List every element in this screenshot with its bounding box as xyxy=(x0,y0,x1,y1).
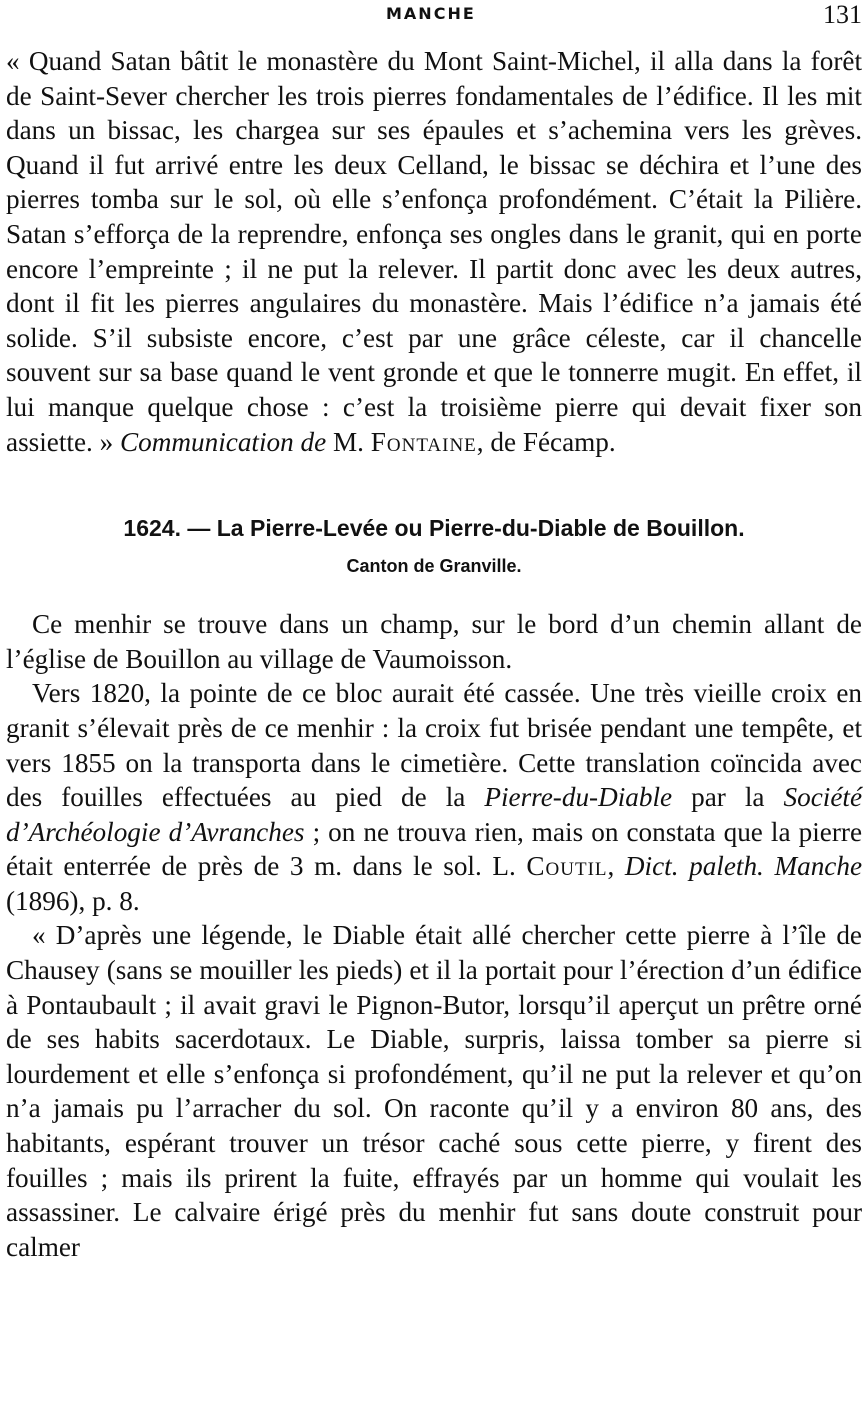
history-text-c: ; on ne trouva rien, mais on constata que la pierre était enterrée de près de 3 m. dans le sol. L. xyxy=(6,816,863,882)
history-text-e: (1896), p. 8. xyxy=(6,885,140,916)
section-heading: 1624. — La Pierre-Levée ou Pierre-du-Diable de Bouillon. xyxy=(123,515,745,542)
paragraph-history xyxy=(6,676,862,918)
quote-paragraph xyxy=(6,44,862,459)
history-text-d: , xyxy=(607,851,615,882)
quote-text: « Quand Satan bâtit le monastère du Mont Saint-Michel, il alla dans la forêt de Saint-Sever chercher les trois pierres fondamentales de l’édifice. Il les mit dans un bissac, les chargea sur ses épaules et s’achemina vers les grèves. Quand il fut arrivé entre les deux Celland, le bissac se déchira et l’une des pierres tomba sur le sol, où elle s’enfonça profondément. C’était la Pilière. Satan s’efforça de la reprendre, enfonça ses ongles dans le granit, qui en porte encore l’empreinte ; il ne put la relever. Il partit donc avec les deux autres, dont il fit les pierres angulaires du monastère. Mais l’édifice n’a jamais été solide. S’il subsiste encore, c’est par une grâce céleste, car il chancelle souvent sur sa base quand le vent gronde et que le tonnerre mugit. En effet, il lui manque quelque chose : c’est la troisième pierre qui devait fixer son assiette. » xyxy=(6,46,862,457)
page-body xyxy=(6,44,862,1264)
section-spacer xyxy=(6,459,862,513)
source-author: Fontaine xyxy=(370,426,477,457)
history-text-a: Vers 1820, la pointe de ce bloc aurait été cassée. Une très vieille croix en granit s’élevait près de ce menhir : la croix fut brisée pendant une tempête, et vers 1855 on la transporta dans le cimetière. Cette translation coïncida avec des fouilles effectuées au pied de la xyxy=(6,678,862,813)
paragraph-legend: « D’après une légende, le Diable était allé chercher cette pierre à l’île de Chausey (sans se mouiller les pieds) et il la portait pour l’érection d’un édifice à Pontaubault ; il avait gravi le Pignon-Butor, lorsqu’il aperçut un prêtre orné de ses habits sacerdotaux. Le Diable, surpris, laissa tomber sa pierre si lourdement et elle s’enfonça si profondément, qu’il ne put la relever et qu’on n’a jamais pu l’arracher du sol. On raconte qu’il y a environ 80 ans, des habitants, espérant trouver un trésor caché sous cette pierre, y firent des fouilles ; mais ils prirent la fuite, effrayés par un homme qui voulait les assassiner. Le calvaire érigé près du menhir fut sans doute construit pour calmer xyxy=(6,920,862,1262)
source-label: Communication de xyxy=(120,426,327,457)
heading-spacer xyxy=(6,579,862,607)
page-number: 131 xyxy=(823,0,862,29)
page-header xyxy=(0,2,868,28)
italic-pierre-du-diable: Pierre-du-Diable xyxy=(484,782,673,813)
author-coutil: Coutil xyxy=(526,851,608,882)
source-author-prefix: M. xyxy=(332,426,364,457)
italic-societe: Société d’Archéologie d’Avranches xyxy=(6,782,863,847)
history-text-b: par la xyxy=(691,782,765,813)
paragraph-location: Ce menhir se trouve dans un champ, sur le bord d’un chemin allant de l’église de Bouillon au village de Vaumoisson. xyxy=(6,609,862,674)
source-place: , de Fécamp. xyxy=(476,426,616,457)
running-head: MANCHE xyxy=(386,4,476,23)
section-subheading: Canton de Granville. xyxy=(346,556,522,577)
italic-dict: Dict. paleth. Manche xyxy=(624,851,863,882)
